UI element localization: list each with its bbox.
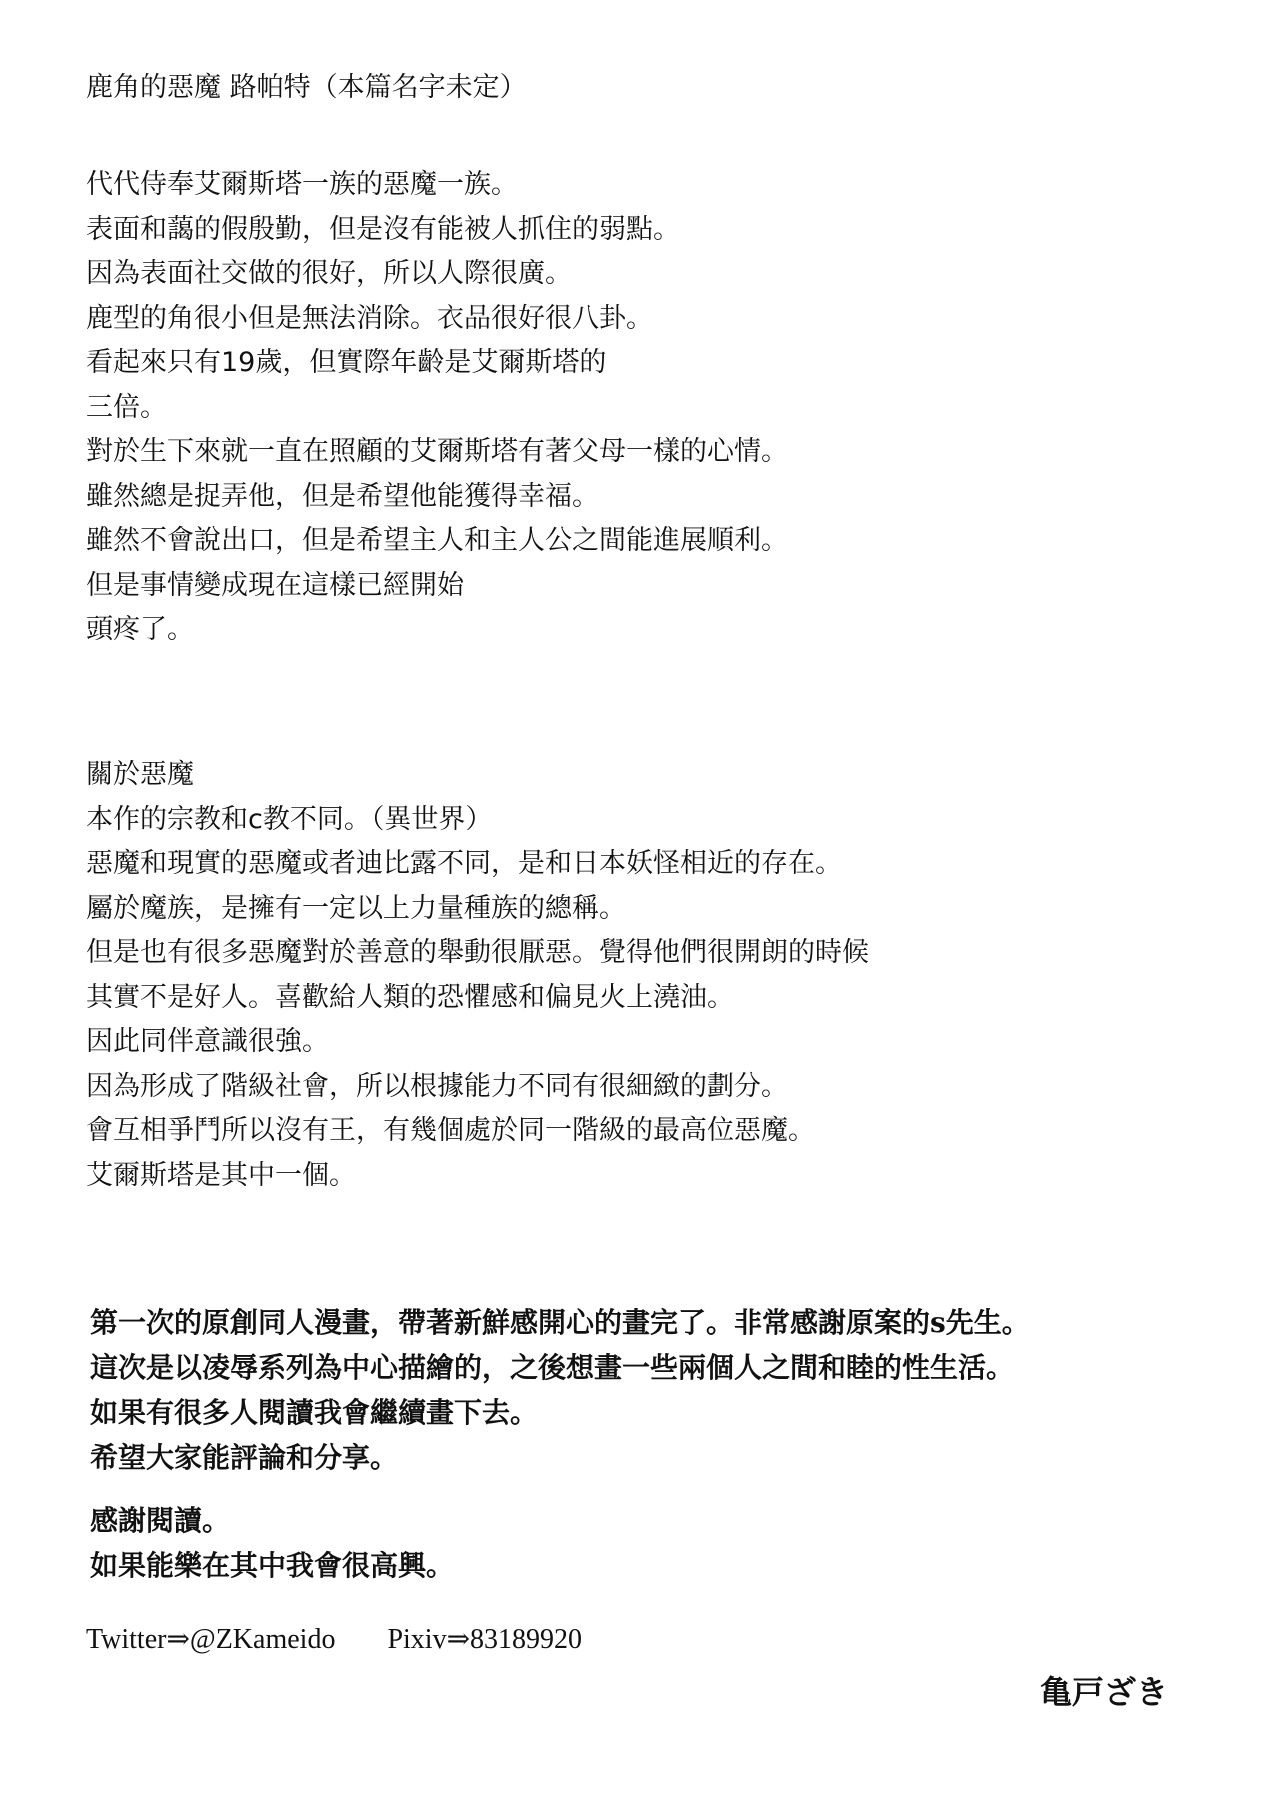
afterword-line: 希望大家能評論和分享。 (90, 1441, 399, 1474)
pixiv-id: Pixiv⇒83189920 (387, 1624, 583, 1655)
demon-section-heading: 關於惡魔 (86, 759, 194, 790)
demon-section-line: 惡魔和現實的惡魔或者迪比露不同，是和日本妖怪相近的存在。 (86, 848, 842, 879)
page-title (86, 66, 527, 111)
demon-section-line: 但是也有很多惡魔對於善意的舉動很厭惡。覺得他們很開朗的時候 (86, 937, 869, 968)
character-description-line: 對於生下來就一直在照顧的艾爾斯塔有著父母一樣的心情。 (86, 436, 788, 467)
demon-section-line: 其實不是好人。喜歡給人類的恐懼感和偏見火上澆油。 (86, 981, 734, 1013)
social-links (86, 1622, 582, 1658)
twitter-handle: Twitter⇒@ZKameido (86, 1624, 336, 1655)
demon-section-line: 會互相爭鬥所以沒有王，有幾個處於同一階級的最高位惡魔。 (86, 1115, 815, 1146)
demon-section-line: 艾爾斯塔是其中一個。 (86, 1159, 356, 1191)
character-description-line: 代代侍奉艾爾斯塔一族的惡魔一族。 (86, 169, 518, 200)
afterword-line: 這次是以凌辱系列為中心描繪的，之後想畫一些兩個人之間和睦的性生活。 (90, 1351, 1015, 1384)
thanks-note (90, 1498, 454, 1588)
afterword-line: 第一次的原創同人漫畫，帶著新鮮感開心的畫完了。非常感謝原案的s先生。 (90, 1306, 1030, 1339)
character-description (86, 163, 788, 653)
demon-section-line: 本作的宗教和c教不同。（異世界） (86, 803, 493, 835)
author-signature: 亀戸ざき (1040, 1673, 1169, 1711)
demon-section-line: 因為形成了階級社會，所以根據能力不同有很細緻的劃分。 (86, 1070, 788, 1102)
demon-section (86, 753, 869, 1198)
character-description-line: 雖然不會說出口，但是希望主人和主人公之間能進展順利。 (86, 525, 788, 556)
demon-section-line: 因此同伴意識很強。 (86, 1026, 329, 1057)
character-description-line: 鹿型的角很小但是無法消除。衣品很好很八卦。 (86, 302, 653, 334)
character-description-line: 頭疼了。 (86, 614, 194, 645)
character-description-line: 因為表面社交做的很好，所以人際很廣。 (86, 258, 572, 289)
character-description-line: 三倍。 (86, 391, 167, 423)
demon-section-line: 屬於魔族，是擁有一定以上力量種族的總稱。 (86, 892, 626, 924)
character-description-line: 但是事情變成現在這樣已經開始 (86, 569, 464, 601)
character-description-line: 雖然總是捉弄他，但是希望他能獲得幸福。 (86, 480, 599, 512)
afterword-line: 如果有很多人閱讀我會繼續畫下去。 (90, 1396, 539, 1429)
character-description-line: 表面和藹的假殷勤，但是沒有能被人抓住的弱點。 (86, 213, 680, 245)
thanks-line: 感謝閱讀。 (90, 1504, 231, 1537)
afterword (90, 1300, 1030, 1480)
character-description-line: 看起來只有19歲，但實際年齡是艾爾斯塔的 (86, 347, 607, 378)
title-text: 鹿角的惡魔 路帕特（本篇名字未定） (86, 72, 527, 103)
thanks-line: 如果能樂在其中我會很高興。 (90, 1549, 455, 1582)
